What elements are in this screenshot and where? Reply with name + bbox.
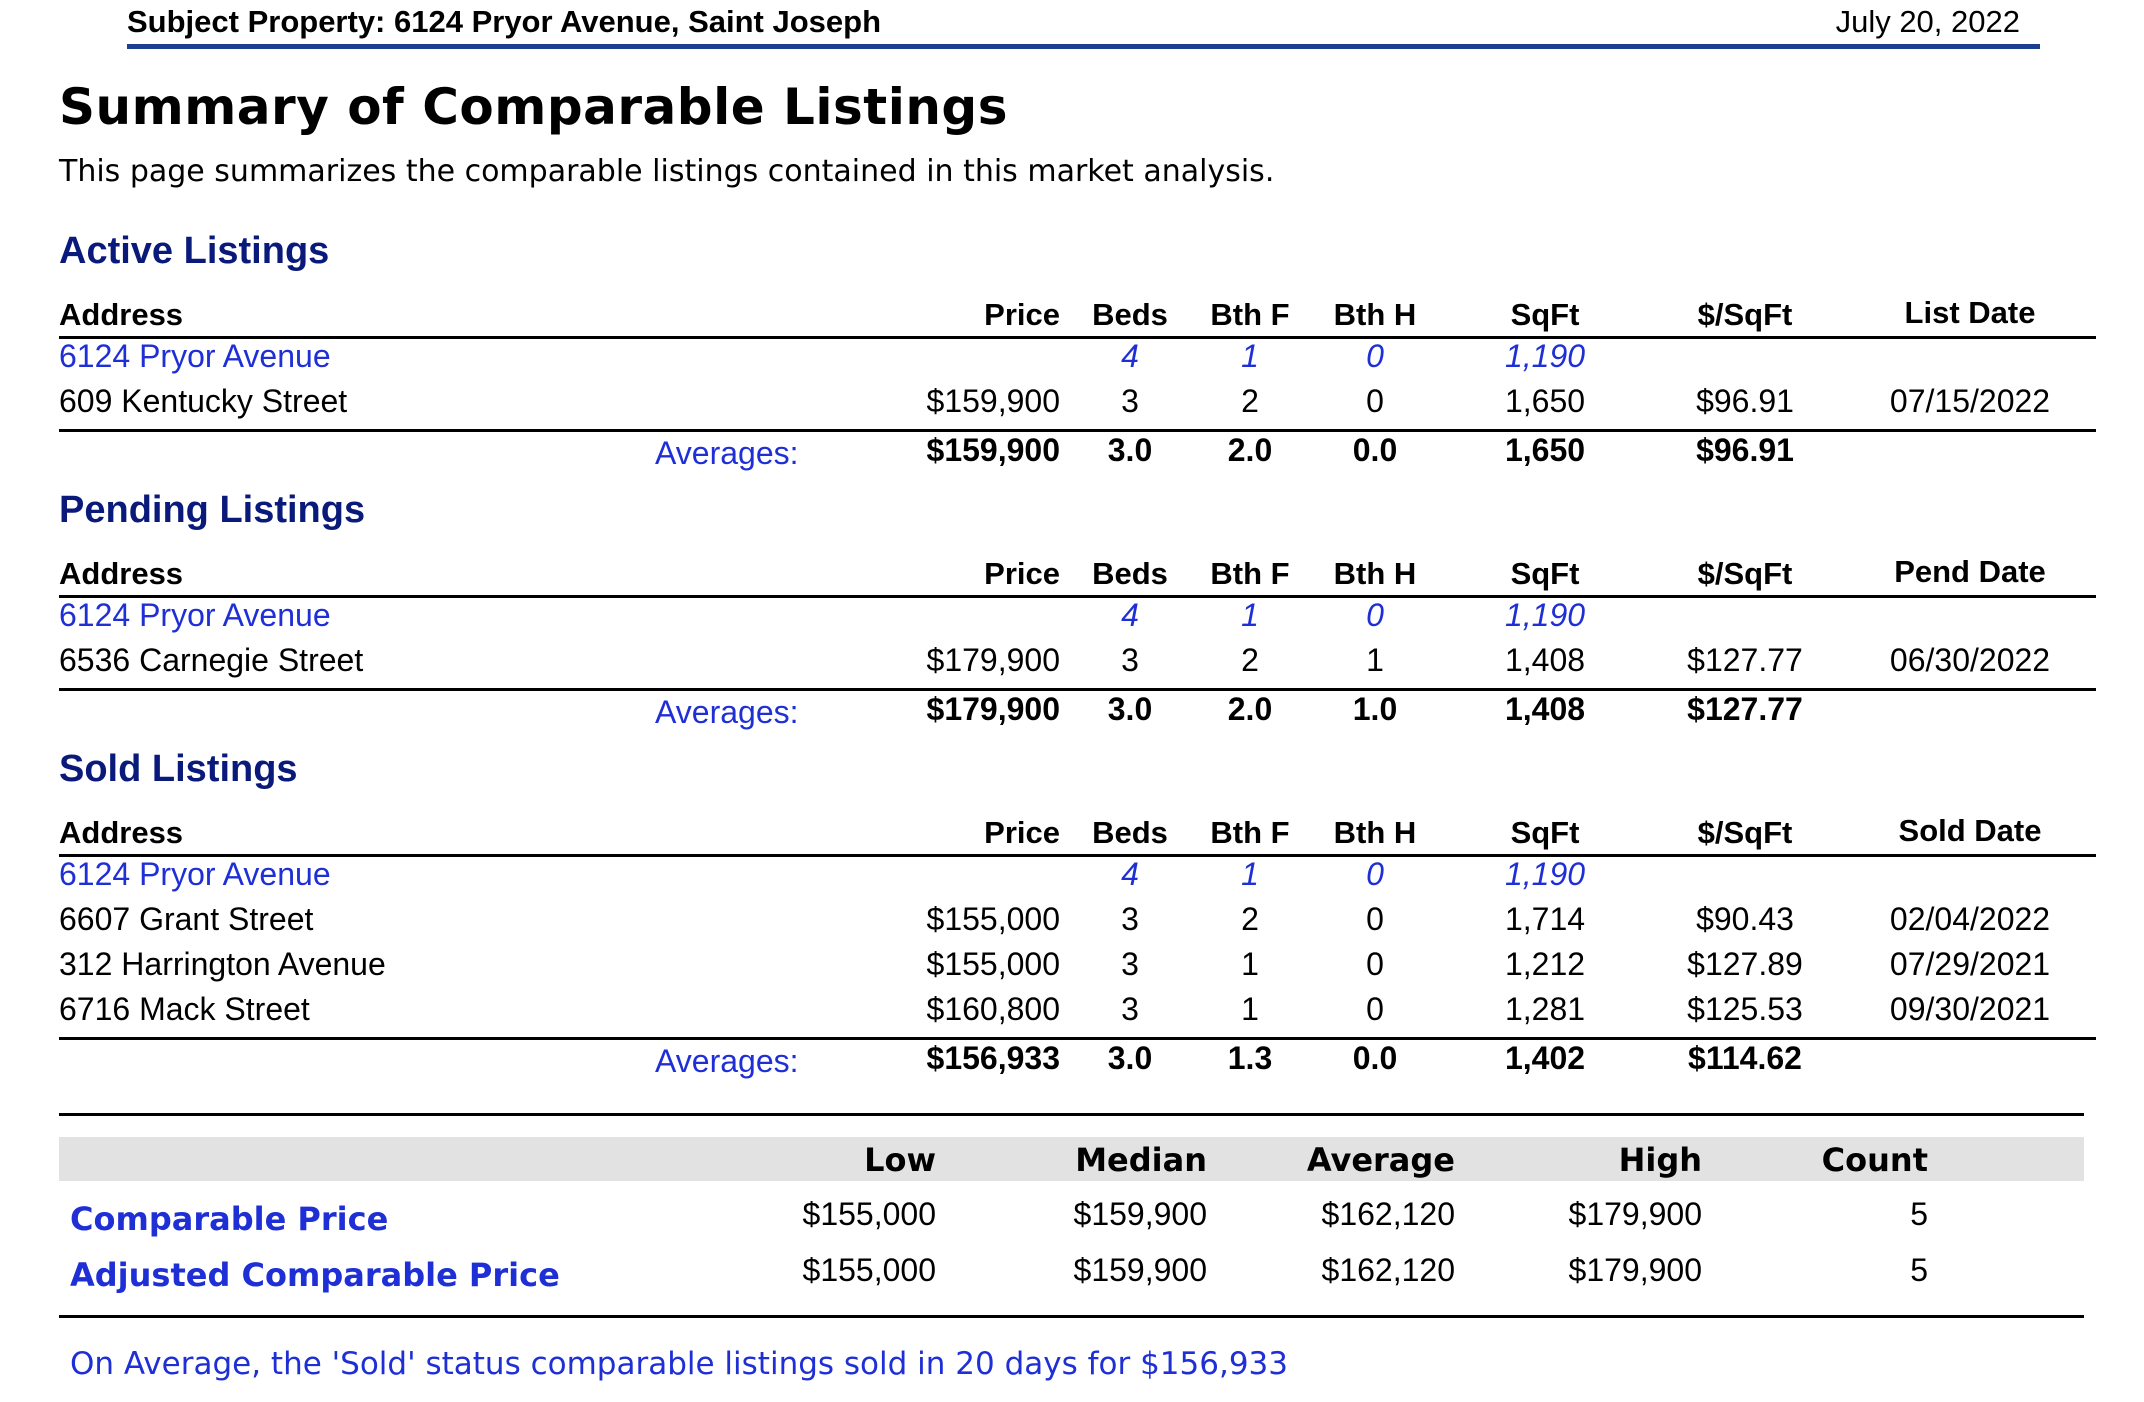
active-header-rule (59, 336, 2096, 339)
listing-bth-h: 0 (1366, 901, 1384, 937)
sold-header-address: Address (59, 815, 184, 850)
listing-address: 6607 Grant Street (59, 901, 314, 937)
active-subject-bth-h: 0 (1366, 338, 1384, 374)
listing-sqft: 1,650 (1504, 383, 1586, 419)
adjusted-price-count: 5 (1910, 1252, 1928, 1288)
listing-price: $155,000 (926, 901, 1060, 937)
summary-top-rule (59, 1113, 2084, 1116)
page-subtitle: This page summarizes the comparable listings contained in this market analysis. (59, 154, 1275, 189)
listing-bth-f: 1 (1241, 991, 1259, 1027)
active-subject-address[interactable]: 6124 Pryor Avenue (59, 338, 331, 374)
active-header-bth-h: Bth H (1333, 297, 1417, 332)
active-header-date: List Date (1904, 295, 2036, 330)
pending-section-title: Pending Listings (59, 489, 366, 531)
pending-header-price: Price (984, 556, 1060, 591)
pending-header-beds: Beds (1092, 556, 1168, 591)
pending-header-bth-h: Bth H (1333, 556, 1417, 591)
comparable-price-average: $162,120 (1321, 1196, 1455, 1232)
active-subject-beds: 4 (1121, 338, 1139, 374)
listing-bth-f: 2 (1241, 383, 1259, 419)
sold-subject-beds: 4 (1121, 856, 1139, 892)
listing-beds: 3 (1121, 901, 1139, 937)
sold-subject-sqft: 1,190 (1504, 856, 1586, 892)
active-header-per-sqft: $/SqFt (1697, 297, 1793, 332)
pending-subject-beds: 4 (1121, 597, 1139, 633)
pending-header-per-sqft: $/SqFt (1697, 556, 1793, 591)
listing-sqft: 1,408 (1504, 642, 1586, 678)
pending-header-rule (59, 595, 2096, 598)
sold-average-bth-h: 0.0 (1352, 1040, 1398, 1076)
listing-date: 07/29/2021 (1889, 946, 2051, 982)
active-averages-label: Averages: (655, 435, 799, 471)
active-average-bth-f: 2.0 (1227, 432, 1273, 468)
adjusted-price-low: $155,000 (802, 1252, 936, 1288)
sold-average-price: $156,933 (926, 1040, 1060, 1076)
sold-average-beds: 3.0 (1107, 1040, 1153, 1076)
pending-average-sqft: 1,408 (1504, 691, 1586, 727)
pending-subject-bth-f: 1 (1241, 597, 1259, 633)
listing-price: $160,800 (926, 991, 1060, 1027)
listing-per-sqft: $96.91 (1696, 383, 1794, 419)
comparable-price-low: $155,000 (802, 1196, 936, 1232)
listing-beds: 3 (1121, 946, 1139, 982)
pending-averages-label: Averages: (655, 694, 799, 730)
active-header-bth-f: Bth F (1210, 297, 1290, 332)
report-date: July 20, 2022 (1835, 4, 2020, 39)
summary-header-count: Count (1821, 1141, 1928, 1179)
active-average-sqft: 1,650 (1504, 432, 1586, 468)
sold-header-per-sqft: $/SqFt (1697, 815, 1793, 850)
listing-price: $179,900 (926, 642, 1060, 678)
adjusted-price-median: $159,900 (1073, 1252, 1207, 1288)
adjusted-price-average: $162,120 (1321, 1252, 1455, 1288)
active-average-beds: 3.0 (1107, 432, 1153, 468)
pending-average-bth-f: 2.0 (1227, 691, 1273, 727)
active-average-price: $159,900 (926, 432, 1060, 468)
sold-subject-address[interactable]: 6124 Pryor Avenue (59, 856, 331, 892)
listing-sqft: 1,212 (1504, 946, 1586, 982)
pending-header-address: Address (59, 556, 184, 591)
sold-header-bth-f: Bth F (1210, 815, 1290, 850)
sold-average-bth-f: 1.3 (1227, 1040, 1273, 1076)
listing-address: 6536 Carnegie Street (59, 642, 364, 678)
listing-bth-f: 1 (1241, 946, 1259, 982)
active-header-price: Price (984, 297, 1060, 332)
listing-bth-h: 0 (1366, 946, 1384, 982)
listing-address: 6716 Mack Street (59, 991, 310, 1027)
listing-bth-f: 2 (1241, 642, 1259, 678)
comparable-price-label: Comparable Price (70, 1200, 389, 1238)
listing-date: 09/30/2021 (1889, 991, 2051, 1027)
pending-subject-sqft: 1,190 (1504, 597, 1586, 633)
listing-per-sqft: $127.89 (1687, 946, 1803, 982)
sold-header-bth-h: Bth H (1333, 815, 1417, 850)
listing-date: 07/15/2022 (1889, 383, 2051, 419)
active-subject-bth-f: 1 (1241, 338, 1259, 374)
sold-average-per-sqft: $114.62 (1688, 1040, 1802, 1076)
comparable-price-high: $179,900 (1568, 1196, 1702, 1232)
listing-price: $159,900 (926, 383, 1060, 419)
sold-header-beds: Beds (1092, 815, 1168, 850)
listing-date: 06/30/2022 (1889, 642, 2051, 678)
listing-bth-h: 0 (1366, 383, 1384, 419)
comparable-price-median: $159,900 (1073, 1196, 1207, 1232)
sold-header-price: Price (984, 815, 1060, 850)
listing-per-sqft: $127.77 (1687, 642, 1803, 678)
listing-bth-f: 2 (1241, 901, 1259, 937)
active-average-per-sqft: $96.91 (1696, 432, 1794, 468)
listing-date: 02/04/2022 (1889, 901, 2051, 937)
pending-average-per-sqft: $127.77 (1687, 691, 1803, 727)
subject-property-header: Subject Property: 6124 Pryor Avenue, Saint Joseph (127, 4, 882, 39)
sold-header-date: Sold Date (1898, 813, 2042, 848)
listing-price: $155,000 (926, 946, 1060, 982)
listing-address: 312 Harrington Avenue (59, 946, 386, 982)
listing-address: 609 Kentucky Street (59, 383, 348, 419)
summary-header-average: Average (1306, 1141, 1455, 1179)
active-header-address: Address (59, 297, 184, 332)
pending-header-sqft: SqFt (1510, 556, 1580, 591)
adjusted-price-high: $179,900 (1568, 1252, 1702, 1288)
listing-beds: 3 (1121, 383, 1139, 419)
pending-header-date: Pend Date (1894, 554, 2046, 589)
sold-subject-bth-f: 1 (1241, 856, 1259, 892)
pending-subject-bth-h: 0 (1366, 597, 1384, 633)
summary-bottom-rule (59, 1315, 2084, 1318)
sold-average-sqft: 1,402 (1504, 1040, 1586, 1076)
listing-beds: 3 (1121, 642, 1139, 678)
listing-sqft: 1,714 (1504, 901, 1586, 937)
listing-per-sqft: $90.43 (1696, 901, 1794, 937)
listing-bth-h: 0 (1366, 991, 1384, 1027)
pending-average-beds: 3.0 (1107, 691, 1153, 727)
sold-header-rule (59, 854, 2096, 857)
comparable-price-count: 5 (1910, 1196, 1928, 1232)
sold-header-sqft: SqFt (1510, 815, 1580, 850)
summary-header-median: Median (1075, 1141, 1207, 1179)
listing-bth-h: 1 (1366, 642, 1384, 678)
page-title: Summary of Comparable Listings (59, 78, 1008, 136)
active-header-sqft: SqFt (1510, 297, 1580, 332)
sold-average-footer: On Average, the 'Sold' status comparable listings sold in 20 days for $156,933 (70, 1346, 1288, 1382)
active-subject-sqft: 1,190 (1504, 338, 1586, 374)
active-section-title: Active Listings (59, 230, 330, 272)
pending-average-price: $179,900 (926, 691, 1060, 727)
adjusted-comparable-price-label: Adjusted Comparable Price (70, 1256, 560, 1294)
summary-header-low: Low (864, 1141, 936, 1179)
sold-subject-bth-h: 0 (1366, 856, 1384, 892)
sold-averages-label: Averages: (655, 1043, 799, 1079)
summary-header-high: High (1618, 1141, 1702, 1179)
active-average-bth-h: 0.0 (1352, 432, 1398, 468)
listing-per-sqft: $125.53 (1687, 991, 1803, 1027)
header-divider (127, 44, 2040, 49)
pending-header-bth-f: Bth F (1210, 556, 1290, 591)
listing-beds: 3 (1121, 991, 1139, 1027)
listing-sqft: 1,281 (1504, 991, 1586, 1027)
active-header-beds: Beds (1092, 297, 1168, 332)
pending-subject-address[interactable]: 6124 Pryor Avenue (59, 597, 331, 633)
sold-section-title: Sold Listings (59, 748, 298, 790)
pending-average-bth-h: 1.0 (1352, 691, 1398, 727)
